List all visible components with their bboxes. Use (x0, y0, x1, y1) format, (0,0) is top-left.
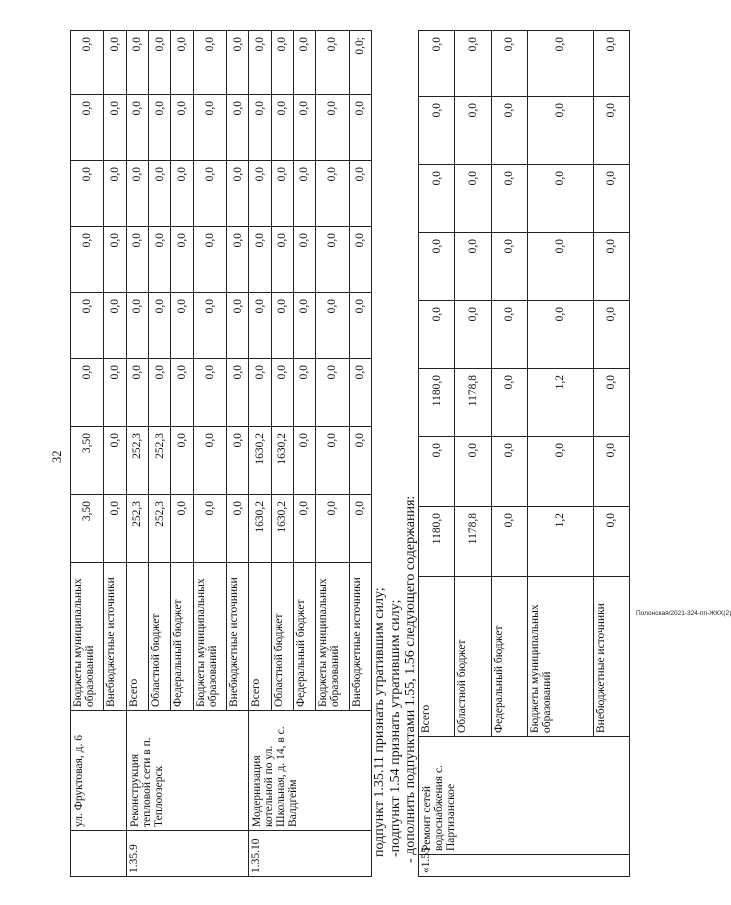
value-cell: 0,0 (419, 31, 455, 97)
value-cell: 0,0 (171, 95, 193, 161)
value-cell: 0,0 (349, 359, 371, 427)
value-cell: 0,0 (149, 293, 171, 359)
table-row (126, 31, 148, 877)
value-cell: 0,0 (528, 233, 593, 301)
value-cell: 0,0 (491, 301, 527, 369)
value-cell: 0,0 (455, 31, 491, 97)
item-number: 1.35.9 (126, 831, 249, 877)
value-cell: 0,0 (316, 359, 349, 427)
value-cell: 0,0 (249, 227, 271, 293)
value-cell: 0,0 (71, 359, 104, 427)
value-cell: 0,0 (249, 161, 271, 227)
value-cell: 0,0 (271, 359, 293, 427)
value-cell: 0,0 (349, 495, 371, 563)
value-cell: 252,3 (126, 427, 148, 495)
funding-source: Бюджеты муниципальных образований (71, 563, 104, 711)
value-cell: 1180,0 (419, 507, 455, 577)
item-number: «1.55 (419, 855, 630, 877)
value-cell: 0,0 (71, 31, 104, 95)
value-cell: 0,0 (149, 95, 171, 161)
value-cell: 0,0 (593, 233, 629, 301)
value-cell: 0,0 (316, 161, 349, 227)
value-cell: 1,2 (528, 507, 593, 577)
funding-source: Областной бюджет (455, 577, 491, 737)
value-cell: 0,0 (271, 95, 293, 161)
value-cell: 0,0 (104, 293, 126, 359)
value-cell: 0,0 (491, 31, 527, 97)
value-cell: 0,0 (249, 31, 271, 95)
value-cell: 0,0 (455, 437, 491, 507)
value-cell: 0,0 (593, 369, 629, 437)
budget-table-new-items (418, 30, 630, 877)
value-cell: 0,0 (227, 31, 249, 95)
value-cell: 0,0 (316, 495, 349, 563)
amendment-line-2: -подпункт 1.54 признать утратившим силу; (388, 599, 403, 857)
funding-source: Федеральный бюджет (491, 577, 527, 737)
value-cell: 0,0 (271, 293, 293, 359)
value-cell: 0,0 (349, 293, 371, 359)
value-cell: 0,0 (293, 359, 315, 427)
item-name: ул. Фруктовая, д. 6 (71, 711, 127, 831)
page-number: 32 (50, 450, 64, 463)
value-cell: 3,50 (71, 427, 104, 495)
value-cell: 1178,8 (455, 507, 491, 577)
value-cell: 0,0 (227, 359, 249, 427)
value-cell: 1,2 (528, 369, 593, 437)
value-cell: 0,0 (455, 301, 491, 369)
value-cell: 0,0 (193, 359, 226, 427)
value-cell: 0,0 (271, 161, 293, 227)
item-name: Модернизация котельной по ул. Школьная, д. 14, в с. Валдгейм (249, 711, 372, 831)
value-cell: 0,0 (593, 97, 629, 165)
value-cell: 0,0 (171, 359, 193, 427)
value-cell: 0,0 (491, 507, 527, 577)
value-cell: 0,0 (593, 301, 629, 369)
value-cell: 0,0 (593, 165, 629, 233)
value-cell: 0,0 (193, 293, 226, 359)
value-cell: 0,0 (193, 227, 226, 293)
value-cell: 0,0 (491, 165, 527, 233)
value-cell: 0,0 (126, 161, 148, 227)
value-cell: 0,0 (293, 31, 315, 95)
table-row (71, 31, 104, 877)
value-cell: 0,0 (455, 97, 491, 165)
value-cell: 0,0 (349, 427, 371, 495)
value-cell: 0,0 (171, 161, 193, 227)
value-cell: 0,0 (227, 161, 249, 227)
amendment-line-1: подпункт 1.35.11 признать утратившим силу; (372, 587, 387, 857)
value-cell: 0,0 (193, 31, 226, 95)
item-number: 1.35.10 (249, 831, 372, 877)
value-cell: 0,0 (171, 293, 193, 359)
value-cell: 0,0 (593, 437, 629, 507)
funding-source: Бюджеты муниципальных образований (193, 563, 226, 711)
value-cell: 0,0 (293, 95, 315, 161)
value-cell: 0,0 (104, 427, 126, 495)
funding-source: Федеральный бюджет (171, 563, 193, 711)
value-cell: 0,0 (71, 293, 104, 359)
value-cell: 0,0 (193, 161, 226, 227)
table-row (249, 31, 271, 877)
value-cell: 0,0 (455, 165, 491, 233)
value-cell: 0,0 (419, 437, 455, 507)
value-cell: 0,0 (528, 31, 593, 97)
document-code: Полонская/2021-324-пп-ЖКХ(2) (636, 610, 731, 617)
value-cell: 0,0 (316, 31, 349, 95)
funding-source: Внебюджетные источники (593, 577, 629, 737)
value-cell: 0,0 (271, 31, 293, 95)
budget-table-continued (70, 30, 372, 877)
value-cell: 0,0 (171, 227, 193, 293)
value-cell: 0,0 (104, 161, 126, 227)
value-cell: 0,0 (149, 31, 171, 95)
funding-source: Всего (249, 563, 271, 711)
value-cell: 0,0 (193, 427, 226, 495)
value-cell: 0,0 (349, 95, 371, 161)
funding-source: Бюджеты муниципальных образований (528, 577, 593, 737)
value-cell: 0,0 (193, 495, 226, 563)
value-cell: 1630,2 (271, 495, 293, 563)
value-cell: 0,0 (193, 95, 226, 161)
funding-source: Федеральный бюджет (293, 563, 315, 711)
item-name: Ремонт сетей водоснабжения с. Партизанское (419, 737, 630, 855)
value-cell: 0,0 (491, 97, 527, 165)
table-row (419, 31, 455, 877)
value-cell: 252,3 (149, 495, 171, 563)
funding-source: Внебюджетные источники (104, 563, 126, 711)
value-cell: 0,0 (171, 495, 193, 563)
value-cell: 1630,2 (271, 427, 293, 495)
value-cell: 0,0 (126, 293, 148, 359)
value-cell: 0,0 (349, 161, 371, 227)
value-cell: 0,0 (293, 427, 315, 495)
value-cell: 0,0 (149, 359, 171, 427)
value-cell: 0,0 (419, 97, 455, 165)
value-cell: 252,3 (149, 427, 171, 495)
value-cell: 0,0; (349, 31, 371, 95)
amendment-line-3: - дополнить подпунктами 1.55, 1.56 следующего содержания: (403, 495, 418, 863)
value-cell: 0,0 (249, 359, 271, 427)
value-cell: 0,0 (171, 427, 193, 495)
value-cell: 1630,2 (249, 427, 271, 495)
value-cell: 0,0 (419, 233, 455, 301)
value-cell: 0,0 (528, 165, 593, 233)
value-cell: 0,0 (227, 427, 249, 495)
value-cell: 0,0 (271, 227, 293, 293)
value-cell: 0,0 (249, 293, 271, 359)
value-cell: 0,0 (227, 495, 249, 563)
value-cell: 1178,8 (455, 369, 491, 437)
value-cell: 0,0 (593, 507, 629, 577)
value-cell: 0,0 (593, 31, 629, 97)
value-cell: 0,0 (227, 293, 249, 359)
value-cell: 3,50 (71, 495, 104, 563)
value-cell: 0,0 (293, 227, 315, 293)
value-cell: 0,0 (528, 97, 593, 165)
value-cell: 0,0 (104, 495, 126, 563)
value-cell: 0,0 (528, 301, 593, 369)
value-cell: 0,0 (316, 427, 349, 495)
value-cell: 0,0 (149, 227, 171, 293)
funding-source: Областной бюджет (271, 563, 293, 711)
value-cell: 0,0 (104, 359, 126, 427)
funding-source: Внебюджетные источники (227, 563, 249, 711)
value-cell: 0,0 (126, 359, 148, 427)
value-cell: 0,0 (249, 95, 271, 161)
value-cell: 0,0 (104, 227, 126, 293)
value-cell: 0,0 (349, 227, 371, 293)
item-name: Реконструкция тепловой сети в п. Теплоозерск (126, 711, 249, 831)
value-cell: 0,0 (71, 227, 104, 293)
value-cell: 0,0 (126, 95, 148, 161)
value-cell: 0,0 (316, 227, 349, 293)
value-cell: 0,0 (419, 301, 455, 369)
value-cell: 0,0 (293, 161, 315, 227)
funding-source: Внебюджетные источники (349, 563, 371, 711)
value-cell: 0,0 (171, 31, 193, 95)
value-cell: 0,0 (491, 437, 527, 507)
value-cell: 0,0 (419, 165, 455, 233)
value-cell: 0,0 (316, 95, 349, 161)
funding-source: Областной бюджет (149, 563, 171, 711)
value-cell: 0,0 (491, 369, 527, 437)
funding-source: Бюджеты муниципальных образований (316, 563, 349, 711)
value-cell: 0,0 (104, 31, 126, 95)
value-cell: 0,0 (293, 293, 315, 359)
value-cell: 0,0 (227, 95, 249, 161)
value-cell: 0,0 (316, 293, 349, 359)
value-cell: 0,0 (293, 495, 315, 563)
value-cell: 0,0 (126, 227, 148, 293)
value-cell: 0,0 (126, 31, 148, 95)
value-cell: 1180,0 (419, 369, 455, 437)
value-cell: 0,0 (71, 95, 104, 161)
value-cell: 0,0 (455, 233, 491, 301)
item-number (71, 831, 127, 877)
value-cell: 252,3 (126, 495, 148, 563)
value-cell: 0,0 (149, 161, 171, 227)
funding-source: Всего (126, 563, 148, 711)
value-cell: 0,0 (104, 95, 126, 161)
value-cell: 0,0 (227, 227, 249, 293)
value-cell: 0,0 (71, 161, 104, 227)
value-cell: 0,0 (528, 437, 593, 507)
value-cell: 1630,2 (249, 495, 271, 563)
value-cell: 0,0 (491, 233, 527, 301)
funding-source: Всего (419, 577, 455, 737)
